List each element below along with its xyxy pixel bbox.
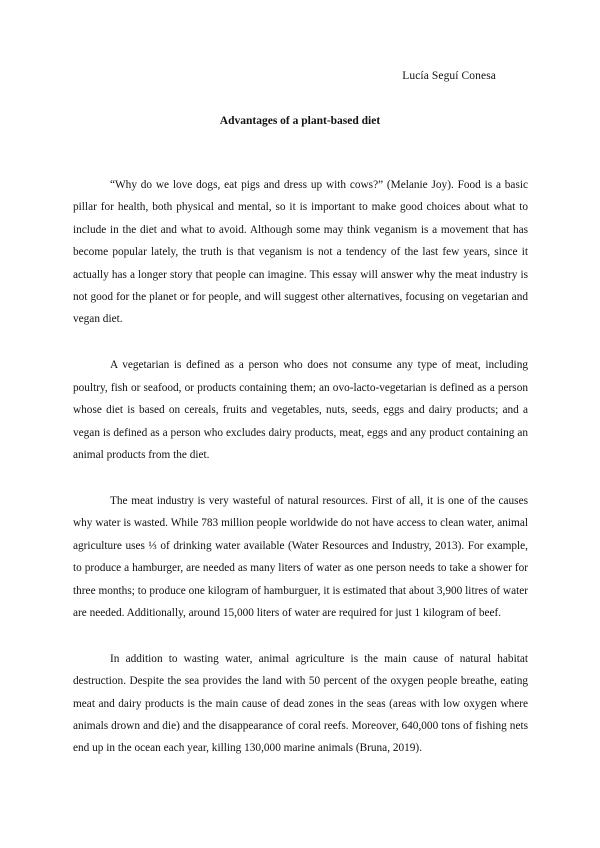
author-name: Lucía Seguí Conesa (402, 70, 496, 82)
paragraph-definitions: A vegetarian is defined as a person who does not consume any type of meat, including poultry, fish or seafood, or products containing them; an ovo-lacto-vegetarian is defined as a person whose diet is based on cereals, fruits and vegetables, nuts, seeds, eggs and dairy products; and a vegan is defined as a person who excludes dairy products, meat, eggs and any product containing an animal products from the diet. (73, 359, 528, 461)
document-body (73, 174, 528, 783)
document-title: Advantages of a plant-based diet (219, 115, 381, 127)
paragraph-water-waste: The meat industry is very wasteful of natural resources. First of all, it is one of the causes why water is wasted. While 783 million people worldwide do not have access to clean water, animal agriculture uses ⅓ of drinking water available (Water Resources and Industry, 2013). For example, to produce a hamburger, are needed as many liters of water as one person needs to take a shower for three months; to produce one kilogram of hamburguer, it is estimated that about 3,900 litres of water are needed. Additionally, around 15,000 liters of water are required for just 1 kilogram of beef. (73, 494, 528, 619)
paragraph-intro: “Why do we love dogs, eat pigs and dress up with cows?” (Melanie Joy). Food is a basic pillar for health, both physical and mental, so it is important to make good choices about what to include in the diet and what to avoid. Although some may think veganism is a movement that has become popular lately, the truth is that veganism is not a tendency of the last few years, since it actually has a longer story that people can imagine. This essay will answer why the meat industry is not good for the planet or for people, and will suggest other alternatives, focusing on vegetarian and vegan diet. (73, 179, 528, 326)
paragraph-habitat-destruction: In addition to wasting water, animal agriculture is the main cause of natural habitat destruction. Despite the sea provides the land with 50 percent of the oxygen people breathe, eating meat and dairy products is the main cause of dead zones in the seas (areas with low oxygen where animals drown and die) and the disappearance of coral reefs. Moreover, 640,000 tons of fishing nets end up in the ocean each year, killing 130,000 marine animals (Bruna, 2019). (73, 652, 528, 755)
